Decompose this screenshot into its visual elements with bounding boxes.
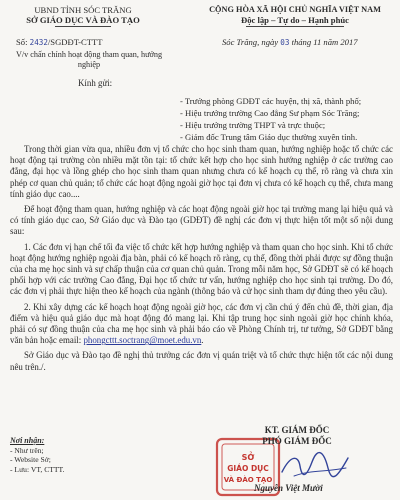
- motto-underline: [246, 26, 344, 27]
- agency-underline: [55, 26, 111, 27]
- seal-line-1: SỞ: [241, 453, 255, 462]
- body-paragraph-item-1: 1. Các đơn vị hạn chế tối đa việc tổ chức kết hợp hướng nghiệp và tham quan cho học sinh. Khi tổ chức hoạt động hướng nghiệp ngoài địa bàn, phải có kế hoạch rõ ràng, cụ thể, đồng thời phải được sự đồng thuận của cha mẹ học sinh và sự chấp thuận của cơ quan chủ quản. Trong mỗi năm học, Sở GDĐT sẽ có kế hoạch phối hợp với các trường Cao đẳng, Đại học tổ chức tư vấn, hướng nghiệp cho học sinh tại trường. Do đó, các đơn vị phải thực hiện theo kế hoạch của ngành (thông báo và cử học sinh tham dự đúng theo yêu cầu).: [10, 241, 393, 297]
- distribution-item: - Như trên;: [10, 445, 44, 455]
- distribution-list: [10, 436, 65, 474]
- agency-parent: UBND TỈNH SÓC TRĂNG: [34, 5, 132, 15]
- greeting: Kính gửi:: [78, 78, 113, 88]
- letter-subject: V/v chấn chỉnh hoạt động tham quan, hướng nghiệp: [15, 50, 163, 69]
- distribution-title: Nơi nhận:: [10, 436, 45, 445]
- letter-body: [10, 144, 393, 377]
- body-paragraph-context: Trong thời gian vừa qua, nhiều đơn vị tổ chức cho học sinh tham quan, hướng nghiệp hoặc tổ chức các hoạt động tại trường còn nhiều mặt tồn tại: tổ chức kết hợp cho học sinh hướng nghiệp ở các trường cao đẳng, đại học và lồng ghép cho học sinh tham quan nhưng chưa có kế hoạch cụ thể, rõ ràng và chưa xin phép cơ quan chủ quản; tổ chức các hoạt động ngoài giờ học tại đơn vị chưa có kế hoạch cụ thể, chưa mang tính giáo dục cao....: [10, 144, 393, 199]
- handwritten-signature: [276, 448, 354, 482]
- doc-number-handwritten: 2432: [29, 38, 48, 47]
- recipient-item: - Hiệu trưởng trường Cao đẳng Sư phạm Sóc Trăng;: [180, 108, 360, 118]
- signer-position-acting: KT. GIÁM ĐỐC: [264, 425, 330, 435]
- signer-name: Nguyễn Việt Mười: [254, 483, 323, 493]
- seal-line-3: VÀ ĐÀO TẠO: [223, 476, 273, 484]
- date-day-handwritten: 03: [280, 38, 290, 47]
- recipient-item: - Hiệu trưởng trường THPT và trực thuộc;: [180, 120, 326, 130]
- national-motto: Độc lập – Tự do – Hạnh phúc: [241, 15, 349, 25]
- seal-line-2: GIÁO DỤC: [227, 464, 269, 473]
- doc-number-suffix: /SGDĐT-CTTT: [47, 37, 103, 47]
- body-paragraph-closing: Sở Giáo dục và Đào tạo đề nghị thủ trưởng các đơn vị quán triệt và tổ chức thực hiện tốt các nội dung nêu trên./.: [10, 350, 393, 372]
- recipient-item: - Giám đốc Trung tâm Giáo dục thường xuyên tỉnh.: [180, 132, 358, 142]
- distribution-item: - Lưu: VT, CTTT.: [10, 464, 65, 474]
- nation-title: CỘNG HÒA XÃ HỘI CHỦ NGHĨA VIỆT NAM: [209, 5, 381, 14]
- national-heading: [196, 5, 394, 27]
- issuing-agency: [8, 5, 158, 27]
- recipient-list: [180, 95, 395, 143]
- recipient-item: - Trưởng phòng GDĐT các huyện, thị xã, thành phố;: [180, 96, 362, 106]
- document-number: [16, 37, 103, 47]
- distribution-item: - Website Sở;: [10, 455, 51, 464]
- body-paragraph-request: Để hoạt động tham quan, hướng nghiệp và các hoạt động ngoài giờ học tại trường mang lại hiệu quả và có tính giáo dục cao, Sở Giáo dục và Đào tạo (GDĐT) đề nghị các đơn vị thực hiện tốt một số nội dung sau:: [10, 204, 393, 237]
- agency-name: SỞ GIÁO DỤC VÀ ĐÀO TẠO: [26, 15, 140, 25]
- date-month-year: tháng 11 năm 2017: [291, 37, 358, 47]
- report-email-link[interactable]: phongcttt.soctrang@moet.edu.vn: [83, 335, 202, 346]
- signature-block: [212, 425, 382, 447]
- issue-date: [222, 37, 358, 47]
- item-2-end: .: [201, 335, 204, 346]
- item-2-text: 2. Khi xây dựng các kế hoạch hoạt động ngoài giờ học, các đơn vị cần chú ý đến chủ đề, thời gian, địa điểm và hiệu quả giáo dục mà hoạt động đó mang lại. Khi tập trung học sinh ngoài giờ học chính khóa, phải có sự đồng thuận của cha mẹ học sinh và phải báo cáo về Phòng Chính trị, tư tưởng, Sở GDĐT bằng văn bản hoặc email:: [10, 301, 393, 346]
- date-place: Sóc Trăng, ngày: [222, 37, 279, 47]
- signer-position: PHÓ GIÁM ĐỐC: [262, 436, 332, 446]
- doc-number-prefix: Số:: [16, 37, 28, 47]
- body-paragraph-item-2: [10, 302, 393, 347]
